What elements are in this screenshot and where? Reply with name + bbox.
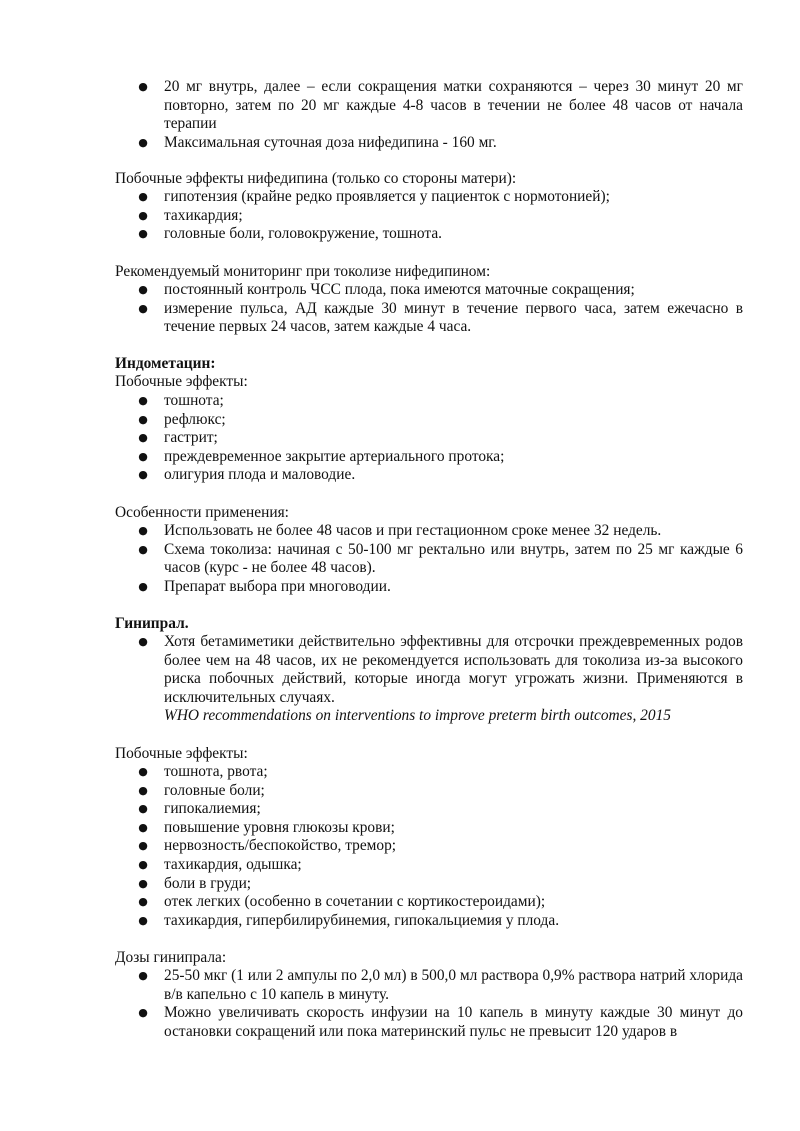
list-item: ● головные боли, головокружение, тошнота. bbox=[138, 225, 443, 243]
list-item: ● гастрит; bbox=[138, 429, 218, 447]
bullet-icon: ● bbox=[138, 190, 148, 203]
ginipral-doses-list bbox=[115, 967, 743, 1041]
bullet-icon: ● bbox=[138, 857, 148, 871]
list-item: ● рефлюкс; bbox=[138, 410, 226, 428]
bullet-icon: ● bbox=[138, 135, 148, 149]
monitoring-title: Рекомендуемый мониторинг при токолизе нифедипином: bbox=[115, 263, 491, 280]
bullet-icon: ● bbox=[138, 802, 148, 816]
bullet-icon: ● bbox=[138, 635, 148, 648]
list-item: ● тахикардия, гипербилирубинемия, гипокальциемия у плода. bbox=[138, 911, 560, 929]
bullet-icon: ● bbox=[138, 783, 148, 797]
nifedipine-side-effects-list bbox=[115, 188, 743, 244]
indomethacin-features-list bbox=[115, 522, 743, 596]
ginipral-heading: Гинипрал. bbox=[115, 615, 189, 632]
bullet-icon: ● bbox=[138, 579, 148, 593]
list-item: ● измерение пульса, АД каждые 30 минут в течение первого часа, затем ежечасно в течение первых 24 часов, затем каждые 4 часа. bbox=[138, 299, 743, 336]
list-item: ● преждевременное закрытие артериального протока; bbox=[138, 447, 505, 465]
list-item: ● головные боли; bbox=[138, 781, 265, 799]
bullet-icon: ● bbox=[138, 895, 148, 909]
indomethacin-features-title: Особенности применения: bbox=[115, 504, 289, 521]
list-item: ● повышение уровня глюкозы крови; bbox=[138, 818, 395, 836]
bullet-icon: ● bbox=[138, 876, 148, 890]
bullet-icon: ● bbox=[138, 839, 148, 853]
list-item: ● тахикардия, одышка; bbox=[138, 855, 302, 873]
citation: WHO recommendations on interventions to improve preterm birth outcomes, 2015 bbox=[164, 707, 671, 725]
list-item: ● тошнота; bbox=[138, 392, 224, 409]
indomethacin-heading: Индометацин: bbox=[115, 355, 216, 372]
indomethacin-side-effects-list bbox=[115, 392, 743, 485]
bullet-icon: ● bbox=[138, 1006, 148, 1020]
list-item: ● боли в груди; bbox=[138, 874, 252, 892]
list-item: ● постоянный контроль ЧСС плода, пока имеются маточные сокращения; bbox=[138, 281, 635, 298]
bullet-icon: ● bbox=[138, 431, 148, 445]
bullet-icon: ● bbox=[138, 468, 148, 482]
list-item: ● олигурия плода и маловодие. bbox=[138, 466, 356, 484]
list-item: ● гипокалиемия; bbox=[138, 800, 261, 818]
bullet-icon: ● bbox=[138, 913, 148, 927]
list-item: ● отек легких (особенно в сочетании с кортикостероидами); bbox=[138, 893, 546, 911]
list-item: ● тошнота, рвота; bbox=[138, 763, 268, 780]
ginipral-doses-title: Дозы гинипрала: bbox=[115, 949, 227, 966]
ginipral-side-effects-title: Побочные эффекты: bbox=[115, 745, 248, 762]
nifedipine-side-effects-title: Побочные эффекты нифедипина (только со стороны матери): bbox=[115, 170, 517, 187]
bullet-icon: ● bbox=[138, 820, 148, 834]
nifedipine-dosing-list bbox=[115, 78, 743, 152]
list-item: ● 20 мг внутрь, далее – если сокращения матки сохраняются – через 30 минут 20 мг повторно, затем по 20 мг каждые 4-8 часов в течении не более 48 часов от начала терапии bbox=[138, 78, 743, 133]
list-item: ● нервозность/беспокойство, тремор; bbox=[138, 837, 397, 855]
bullet-icon: ● bbox=[138, 542, 148, 556]
list-item: ● Хотя бетамиметики действительно эффективны для отсрочки преждевременных родов более чем на 48 часов, их не рекомендуется использовать для токолиза из-за высокого риска побочных действий, которые иногда могут угрожать жизни. Применяются в исключительных случаях. WHO recommendations on interventions to improve preterm birth outcomes, 2015 bbox=[138, 633, 743, 725]
bullet-icon: ● bbox=[138, 283, 148, 296]
bullet-icon: ● bbox=[138, 765, 148, 778]
list-item: ● гипотензия (крайне редко проявляется у пациенток с нормотонией); bbox=[138, 188, 610, 205]
bullet-icon: ● bbox=[138, 227, 148, 241]
list-item: ● Использовать не более 48 часов и при гестационном сроке менее 32 недель. bbox=[138, 522, 662, 539]
ginipral-note-list bbox=[115, 633, 743, 726]
bullet-icon: ● bbox=[138, 524, 148, 537]
list-item: ● тахикардия; bbox=[138, 206, 243, 224]
list-item: ● Препарат выбора при многоводии. bbox=[138, 577, 391, 595]
bullet-icon: ● bbox=[138, 80, 148, 93]
bullet-icon: ● bbox=[138, 208, 148, 222]
bullet-icon: ● bbox=[138, 969, 148, 982]
list-item: ● Максимальная суточная доза нифедипина - 160 мг. bbox=[138, 133, 497, 151]
indomethacin-side-effects-title: Побочные эффекты: bbox=[115, 373, 248, 390]
list-item: ● Можно увеличивать скорость инфузии на 10 капель в минуту каждые 30 минут до остановки сокращений или пока материнский пульс не превысит 120 ударов в bbox=[138, 1004, 743, 1040]
list-item: ● Схема токолиза: начиная с 50-100 мг ректально или внутрь, затем по 25 мг каждые 6 часов (курс - не более 48 часов). bbox=[138, 540, 743, 577]
bullet-icon: ● bbox=[138, 449, 148, 463]
bullet-icon: ● bbox=[138, 394, 148, 407]
bullet-icon: ● bbox=[138, 412, 148, 426]
bullet-icon: ● bbox=[138, 301, 148, 315]
ginipral-side-effects-list bbox=[115, 763, 743, 930]
list-item: ● 25-50 мкг (1 или 2 ампулы по 2,0 мл) в 500,0 мл раствора 0,9% раствора натрий хлорида в/в капельно с 10 капель в минуту. bbox=[138, 967, 743, 1003]
monitoring-list bbox=[115, 281, 743, 337]
